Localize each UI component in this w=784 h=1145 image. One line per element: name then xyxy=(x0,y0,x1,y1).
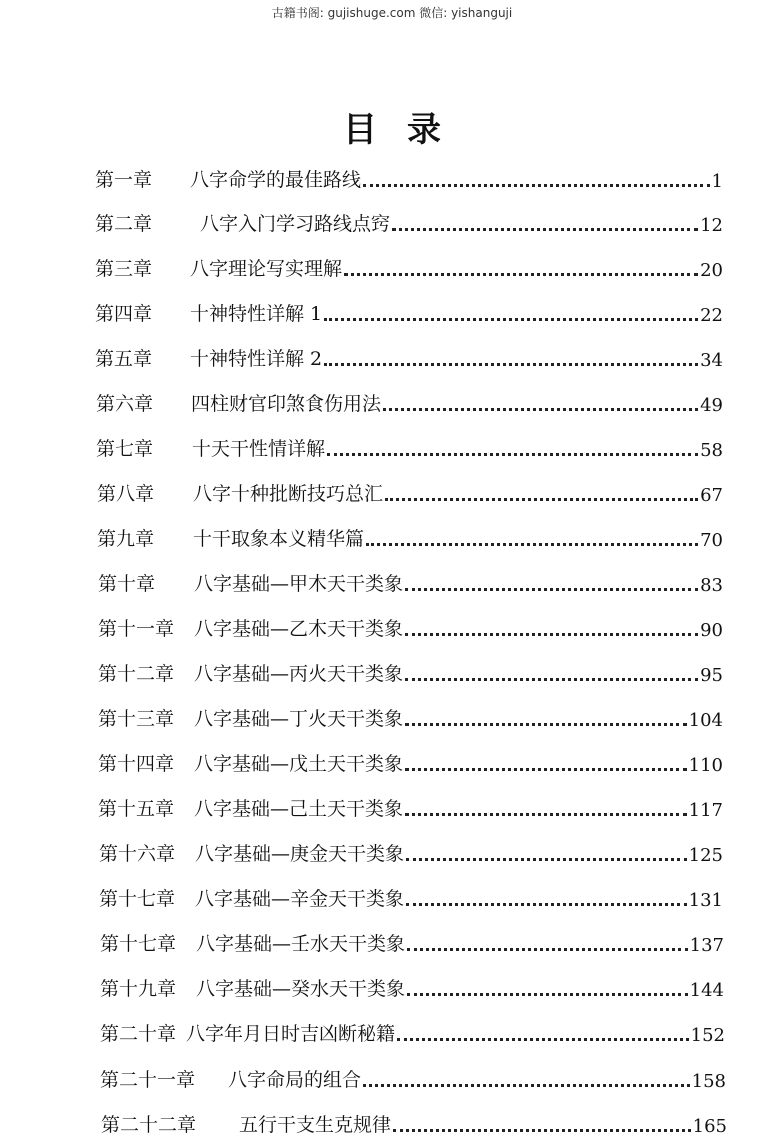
chapter-number: 第二章 xyxy=(95,213,153,235)
chapter-title: 八字基础—乙木天干类象 xyxy=(194,618,404,640)
chapter-title: 八字基础—辛金天干类象 xyxy=(195,888,405,910)
leader-dots xyxy=(405,768,687,771)
page-number: 110 xyxy=(688,755,723,776)
toc-entry[interactable] xyxy=(95,206,723,236)
page-number: 12 xyxy=(700,215,723,236)
chapter-title: 八字基础—癸水天干类象 xyxy=(196,978,406,1000)
chapter-number: 第十六章 xyxy=(99,843,176,865)
chapter-number: 第八章 xyxy=(97,483,155,505)
chapter-number: 第十四章 xyxy=(98,753,175,775)
chapter-number: 第三章 xyxy=(95,258,153,280)
page-number: 117 xyxy=(688,800,723,821)
leader-dots xyxy=(405,588,698,591)
page-title: 目录 xyxy=(343,110,471,150)
chapter-number: 第十章 xyxy=(98,573,156,595)
page-number: 83 xyxy=(700,575,723,596)
toc-entry[interactable] xyxy=(95,162,723,192)
toc-entry[interactable] xyxy=(100,971,724,1001)
chapter-title: 五行干支生克规律 xyxy=(239,1114,392,1136)
page-number: 22 xyxy=(700,305,723,326)
chapter-number: 第五章 xyxy=(95,348,153,370)
leader-dots xyxy=(407,948,688,951)
toc-entry[interactable] xyxy=(97,476,723,506)
page-number: 34 xyxy=(700,350,723,371)
page-number: 49 xyxy=(700,395,723,416)
chapter-title: 八字命学的最佳路线 xyxy=(190,169,362,191)
chapter-title: 八字基础—己土天干类象 xyxy=(194,798,404,820)
toc-entry[interactable] xyxy=(99,836,723,866)
leader-dots xyxy=(406,903,687,906)
leader-dots xyxy=(363,1084,690,1087)
chapter-title: 十天干性情详解 xyxy=(192,438,326,460)
chapter-title: 八字基础—壬水天干类象 xyxy=(196,933,406,955)
page-number: 104 xyxy=(688,710,723,731)
chapter-number: 第十五章 xyxy=(98,798,175,820)
page-number: 152 xyxy=(690,1025,725,1046)
page-number: 67 xyxy=(700,485,723,506)
page-number: 1 xyxy=(711,171,723,192)
leader-dots xyxy=(324,363,698,366)
chapter-number: 第十三章 xyxy=(98,708,175,730)
chapter-title: 八字基础—甲木天干类象 xyxy=(194,573,404,595)
leader-dots xyxy=(366,543,698,546)
leader-dots xyxy=(385,498,698,501)
toc-entry[interactable] xyxy=(96,431,723,461)
leader-dots xyxy=(405,633,698,636)
leader-dots xyxy=(383,408,698,411)
page-number: 90 xyxy=(700,620,723,641)
leader-dots xyxy=(363,184,710,187)
chapter-number: 第二十二章 xyxy=(101,1114,197,1136)
toc-entry[interactable] xyxy=(99,881,723,911)
toc-entry[interactable] xyxy=(101,1107,727,1137)
chapter-title: 八字年月日时吉凶断秘籍 xyxy=(186,1023,396,1045)
chapter-number: 第七章 xyxy=(96,438,154,460)
chapter-number: 第六章 xyxy=(96,393,154,415)
leader-dots xyxy=(405,678,698,681)
toc-entry[interactable] xyxy=(98,791,723,821)
leader-dots xyxy=(344,273,698,276)
chapter-title: 八字基础—丙火天干类象 xyxy=(194,663,404,685)
leader-dots xyxy=(393,1129,691,1132)
watermark: 古籍书阁: gujishuge.com 微信: yishanguji xyxy=(271,6,513,20)
page-number: 70 xyxy=(700,530,723,551)
page-number: 137 xyxy=(689,935,724,956)
chapter-title: 十神特性详解 2 xyxy=(190,348,323,370)
leader-dots xyxy=(324,318,698,321)
leader-dots xyxy=(327,453,698,456)
leader-dots xyxy=(392,228,698,231)
leader-dots xyxy=(406,858,687,861)
chapter-number: 第二十章 xyxy=(100,1023,177,1045)
page-number: 165 xyxy=(692,1116,727,1137)
toc-entry[interactable] xyxy=(98,746,723,776)
chapter-title: 八字理论写实理解 xyxy=(190,258,343,280)
page-number: 144 xyxy=(689,980,724,1001)
leader-dots xyxy=(405,723,687,726)
chapter-title: 八字基础—丁火天干类象 xyxy=(194,708,404,730)
chapter-title: 八字基础—戊土天干类象 xyxy=(194,753,404,775)
chapter-number: 第十九章 xyxy=(100,978,177,1000)
leader-dots xyxy=(407,993,688,996)
chapter-number: 第一章 xyxy=(95,169,153,191)
toc-entry[interactable] xyxy=(95,296,723,326)
toc-entry[interactable] xyxy=(95,341,723,371)
page-number: 95 xyxy=(700,665,723,686)
chapter-title: 十干取象本义精华篇 xyxy=(193,528,365,550)
toc-entry[interactable] xyxy=(95,251,723,281)
toc-entry[interactable] xyxy=(100,926,724,956)
toc-entry[interactable] xyxy=(98,701,723,731)
chapter-title: 四柱财官印煞食伤用法 xyxy=(191,393,382,415)
toc-entry[interactable] xyxy=(98,566,723,596)
toc-entry[interactable] xyxy=(98,611,723,641)
chapter-number: 第四章 xyxy=(95,303,153,325)
toc-entry[interactable] xyxy=(98,656,723,686)
toc-entry[interactable] xyxy=(97,521,723,551)
page-number: 131 xyxy=(688,890,723,911)
page-number: 58 xyxy=(700,440,723,461)
chapter-title: 八字命局的组合 xyxy=(228,1069,362,1091)
chapter-number: 第九章 xyxy=(97,528,155,550)
toc-entry[interactable] xyxy=(100,1062,726,1092)
toc-entry[interactable] xyxy=(96,386,723,416)
toc-entry[interactable] xyxy=(100,1016,725,1046)
page-number: 158 xyxy=(691,1071,726,1092)
chapter-number: 第二十一章 xyxy=(100,1069,196,1091)
leader-dots xyxy=(405,813,687,816)
chapter-number: 第十七章 xyxy=(99,888,176,910)
chapter-number: 第十一章 xyxy=(98,618,175,640)
chapter-title: 八字入门学习路线点窍 xyxy=(200,213,391,235)
chapter-title: 八字基础—庚金天干类象 xyxy=(195,843,405,865)
chapter-title: 十神特性详解 1 xyxy=(190,303,323,325)
chapter-number: 第十二章 xyxy=(98,663,175,685)
page-number: 125 xyxy=(688,845,723,866)
page-number: 20 xyxy=(700,260,723,281)
chapter-number: 第十七章 xyxy=(100,933,177,955)
leader-dots xyxy=(397,1038,689,1041)
chapter-title: 八字十种批断技巧总汇 xyxy=(193,483,384,505)
